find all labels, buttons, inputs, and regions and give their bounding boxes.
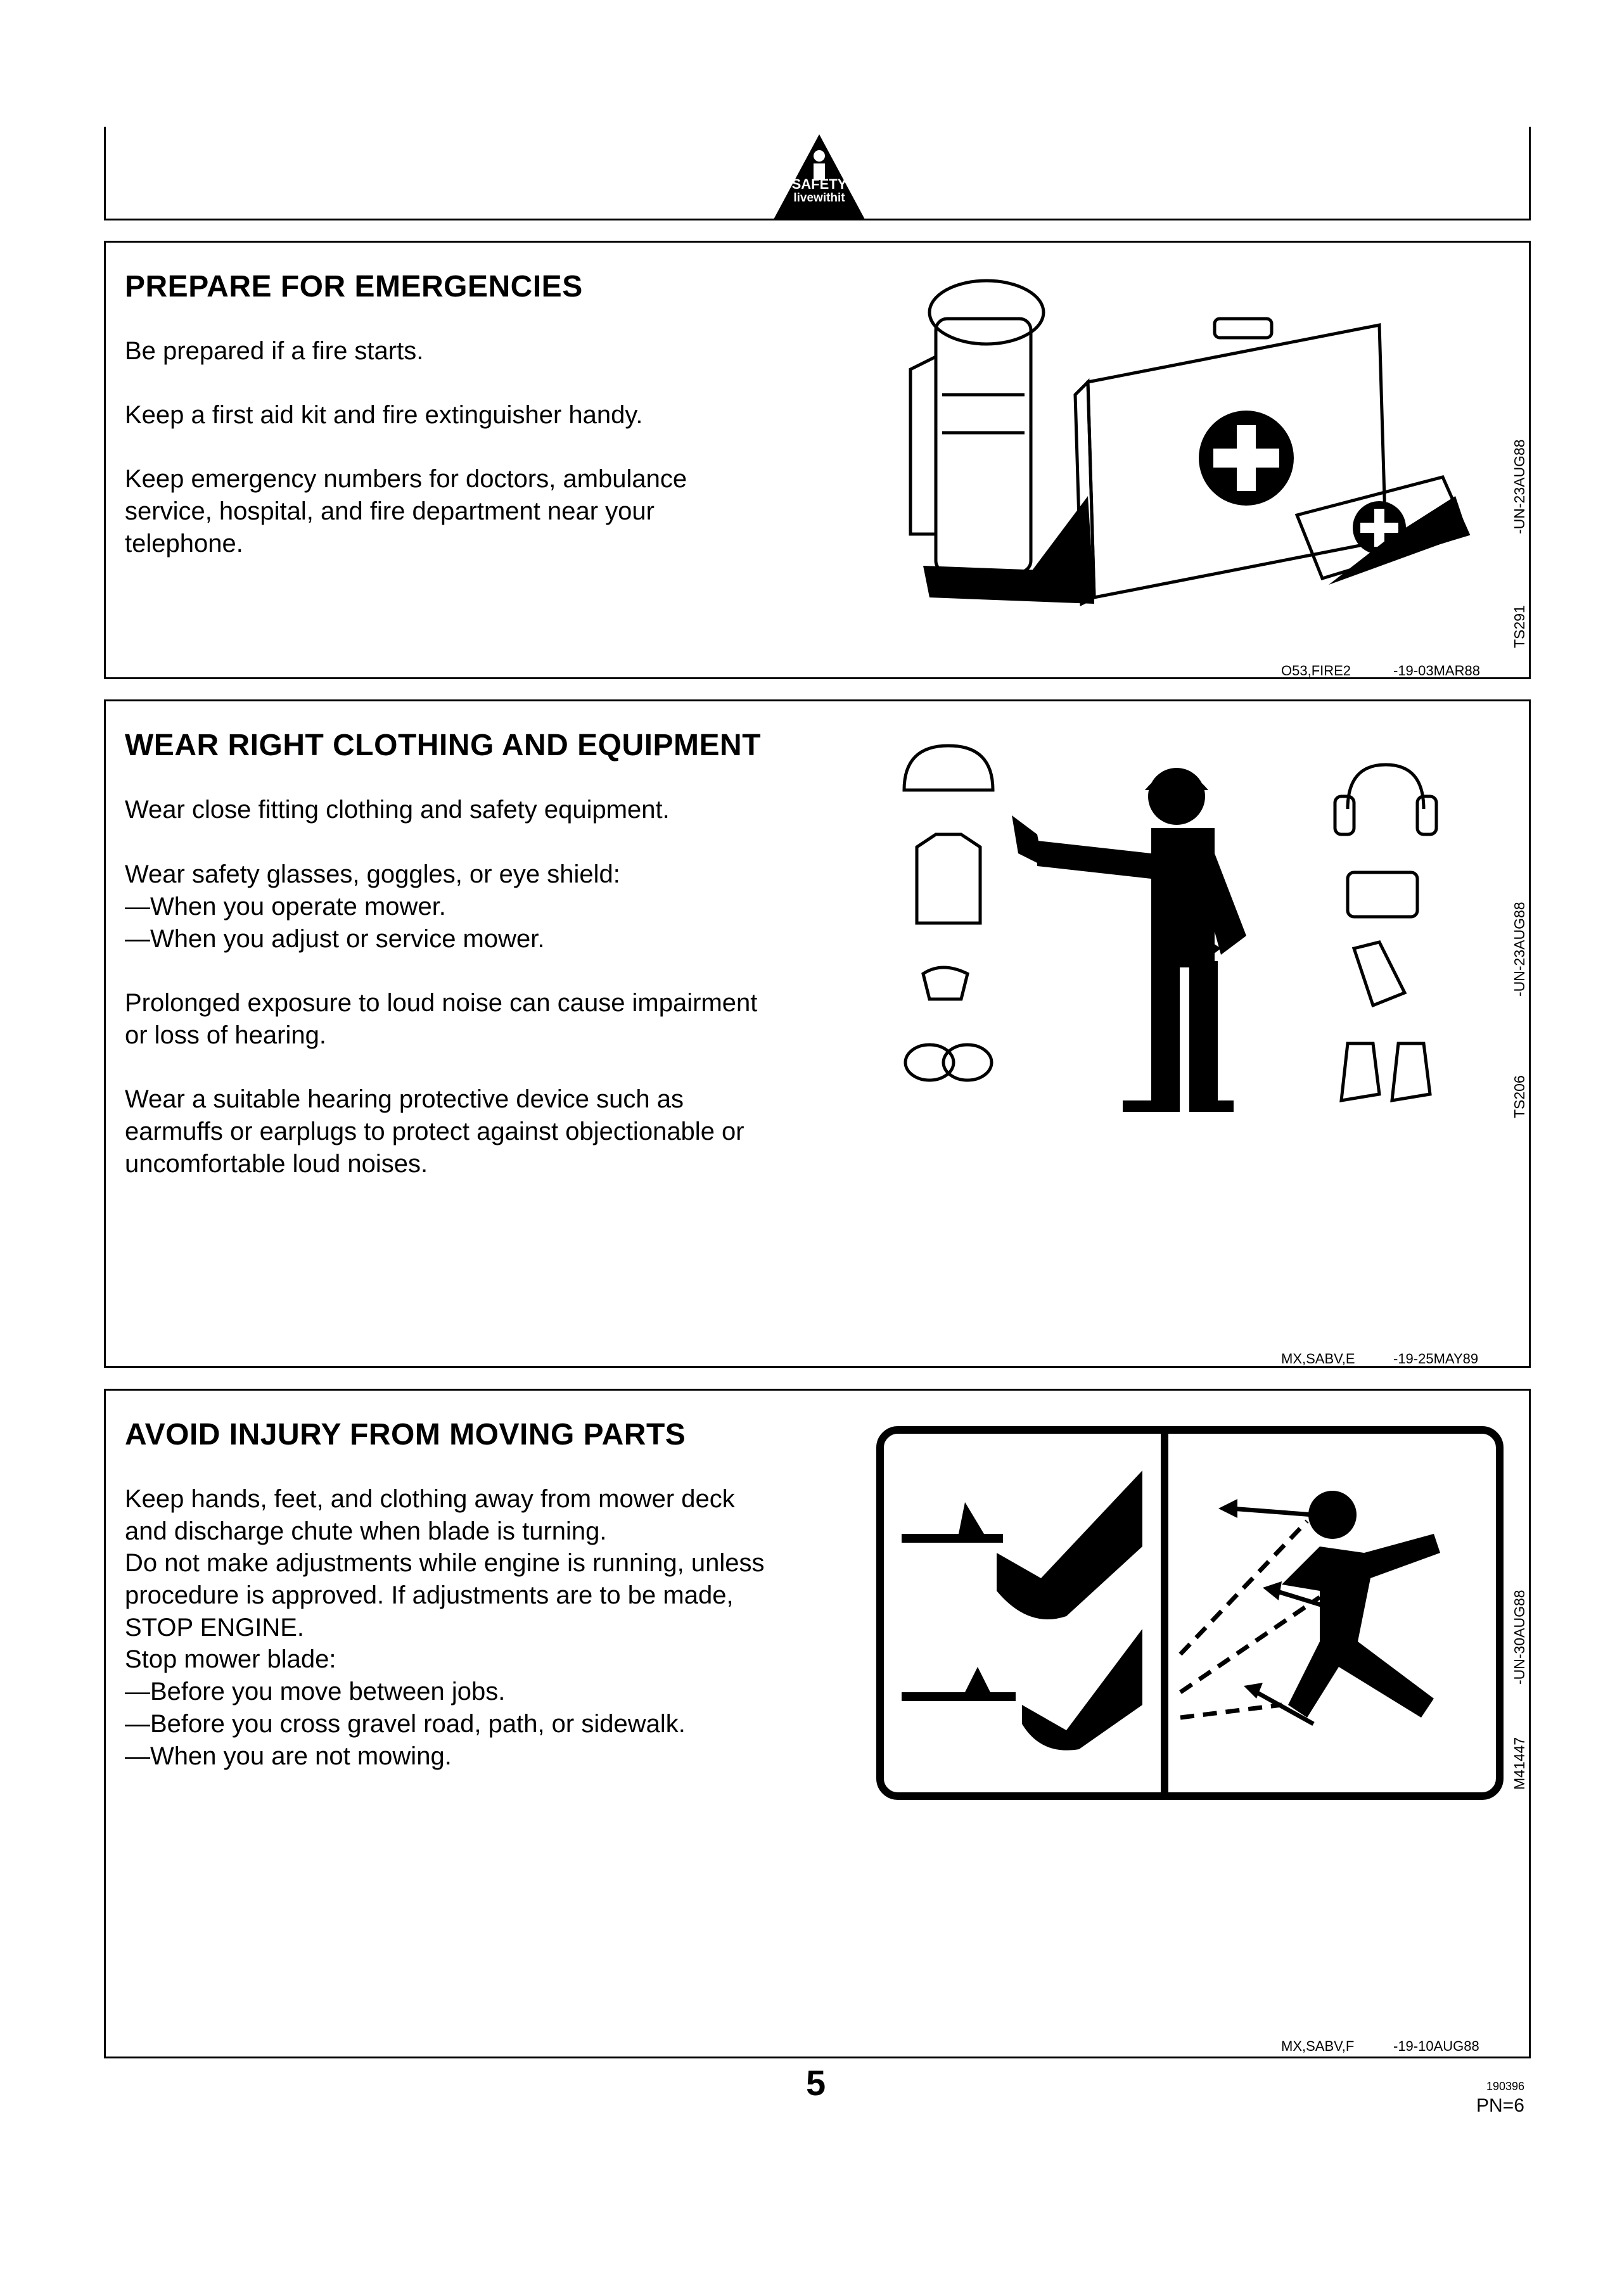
paragraph: Keep hands, feet, and clothing away from mower deck and discharge chute when blade is turning. (125, 1485, 735, 1545)
footer-date: -19-03MAR88 (1393, 663, 1480, 679)
moving-parts-warning-pictogram (876, 1426, 1504, 1800)
footer-date: -19-10AUG88 (1393, 2038, 1479, 2054)
paragraph: Wear safety glasses, goggles, or eye shield: —When you operate mower. —When you adjust or service mower. (125, 860, 620, 953)
figure-code: TS206 (1511, 1075, 1528, 1118)
paragraph: Prolonged exposure to loud noise can cause impairment or loss of hearing. (125, 989, 758, 1049)
paragraph: Be prepared if a fire starts. (125, 337, 424, 365)
section-prepare-emergencies (104, 241, 1531, 679)
paragraph: Wear close fitting clothing and safety equipment. (125, 796, 670, 824)
fire-extinguisher-first-aid-illustration (885, 268, 1519, 623)
figure-date-code: -UN-30AUG88 (1511, 1590, 1528, 1685)
footer-code: MX,SABV,E (1281, 1351, 1355, 1367)
footer-date: -19-25MAY89 (1393, 1351, 1479, 1367)
figure-date-code: -UN-23AUG88 (1511, 902, 1528, 997)
section-wear-right-clothing (104, 699, 1531, 1368)
paragraph: Stop mower blade: —Before you move between jobs. —Before you cross gravel road, path, or sidewalk. —When you are not mowing. (125, 1645, 686, 1770)
figure-code: M41447 (1511, 1737, 1528, 1790)
section-title: PREPARE FOR EMERGENCIES (125, 270, 583, 303)
pn-label: PN=6 (1476, 2095, 1524, 2116)
document-code: 190396 (1486, 2080, 1525, 2093)
section-title: AVOID INJURY FROM MOVING PARTS (125, 1418, 686, 1451)
figure-date-code: -UN-23AUG88 (1511, 439, 1528, 534)
page-number: 5 (806, 2063, 826, 2103)
section-title: WEAR RIGHT CLOTHING AND EQUIPMENT (125, 729, 762, 762)
paragraph: Do not make adjustments while engine is running, unless procedure is approved. If adjustments are to be made, STOP ENGINE. (125, 1549, 765, 1642)
paragraph: Keep a first aid kit and fire extinguisher handy. (125, 401, 643, 429)
paragraph: Wear a suitable hearing protective device such as earmuffs or earplugs to protect against objectionable or uncomfortable loud noises. (125, 1085, 744, 1178)
footer-code: O53,FIRE2 (1281, 663, 1351, 679)
paragraph: Keep emergency numbers for doctors, ambulance service, hospital, and fire department near your telephone. (125, 465, 687, 558)
section-avoid-injury (104, 1389, 1531, 2058)
footer-code: MX,SABV,F (1281, 2038, 1355, 2054)
figure-code: TS291 (1511, 605, 1528, 648)
protective-equipment-illustration (891, 727, 1512, 1132)
safety-logo-text: SAFETY livewithit (791, 176, 847, 205)
